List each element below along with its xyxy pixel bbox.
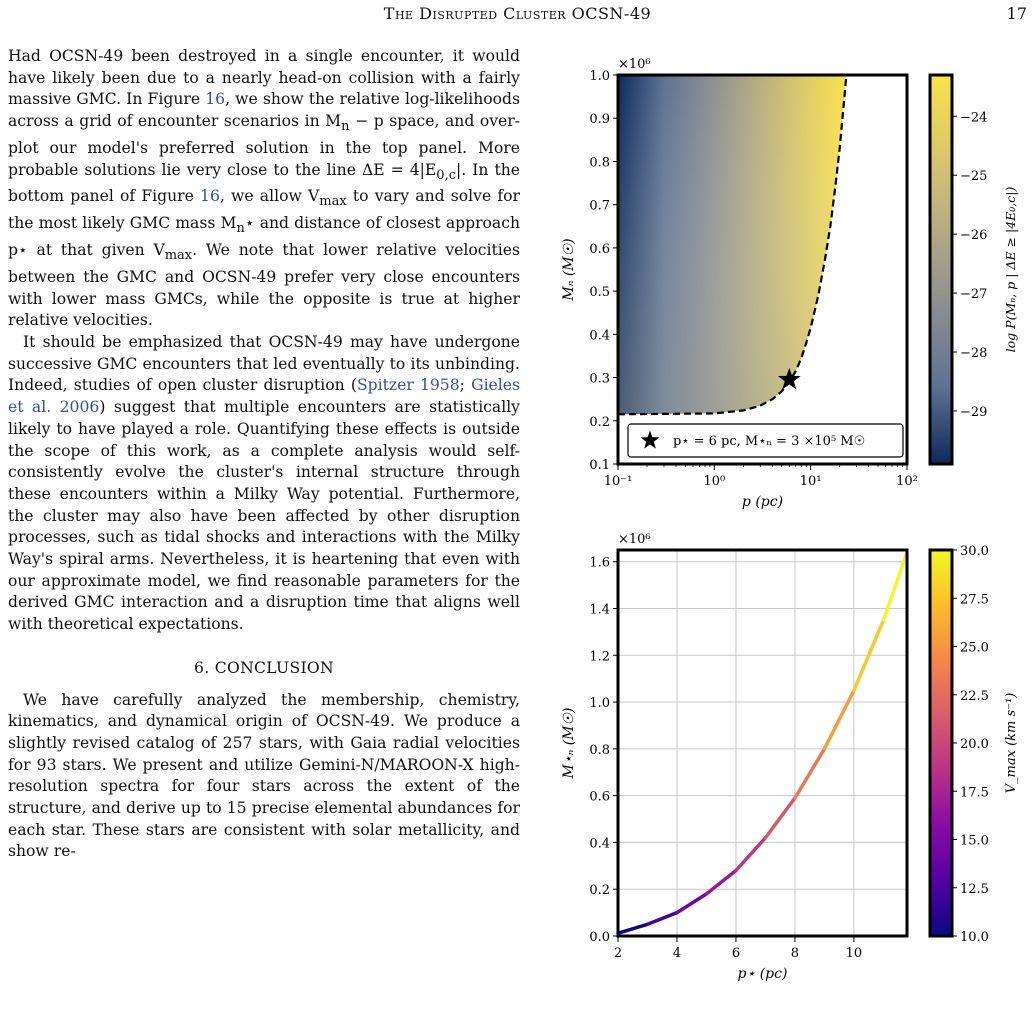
top-ytick-label: 0.4 [589, 328, 610, 344]
top-xtick-label: 10⁻¹ [603, 474, 633, 489]
series-line-segment [618, 924, 647, 933]
series-line-segment [647, 913, 676, 925]
top-colorbar-tick-label: −24 [960, 110, 988, 126]
bottom-colorbar-tick-label: 27.5 [960, 592, 989, 608]
series-line-segment [883, 552, 907, 620]
top-xtick-label: 10¹ [799, 474, 822, 489]
legend-label: p⋆ = 6 pc, M⋆ₙ = 3 ×10⁵ M☉ [673, 434, 866, 449]
top-ytick-label: 0.3 [589, 371, 610, 387]
top-colorbar-label: log P(Mₙ, p | ΔE ≥ |4E₀,c|) [1003, 186, 1018, 353]
bottom-xtick-label: 10 [845, 946, 863, 961]
top-ytick-label: 0.7 [589, 198, 610, 214]
top-ytick-label: 0.5 [589, 285, 610, 301]
running-title: The Disrupted Cluster OCSN-49 [383, 4, 652, 23]
top-y-axis-label: Mₙ (M☉) [561, 238, 577, 301]
bottom-ytick-label: 1.6 [589, 555, 610, 571]
bottom-ytick-label: 0.8 [589, 742, 610, 758]
top-xtick-label: 10² [896, 474, 918, 489]
bottom-xtick-label: 6 [731, 946, 741, 961]
series-line-segment [795, 749, 824, 798]
figure-link[interactable]: 16 [200, 187, 220, 206]
bottom-ytick-label: 0.6 [589, 789, 610, 805]
bottom-y-axis-label: M⋆ₙ (M☉) [561, 707, 577, 779]
section-heading: 6. CONCLUSION [194, 658, 334, 677]
bottom-xtick-label: 4 [672, 946, 682, 961]
top-colorbar-tick-label: −26 [960, 228, 988, 244]
bottom-x-axis-label: p⋆ (pc) [737, 966, 788, 982]
top-xtick-label: 10⁰ [703, 474, 726, 489]
bottom-xtick-label: 8 [790, 946, 800, 961]
bottom-ytick-label: 0.2 [589, 883, 610, 899]
series-line-segment [824, 690, 853, 748]
bottom-colorbar-tick-label: 17.5 [960, 785, 989, 801]
top-ytick-label: 1.0 [589, 69, 610, 84]
series-line-segment [706, 870, 735, 893]
bottom-y-multiplier: ×10⁶ [618, 532, 651, 547]
bottom-ytick-label: 0.4 [589, 836, 610, 852]
bottom-xtick-label: 2 [613, 946, 623, 961]
top-colorbar-tick-label: −29 [960, 404, 988, 420]
bottom-colorbar-tick-label: 10.0 [960, 930, 989, 945]
figure [545, 48, 1030, 1024]
top-colorbar-tick-label: −28 [960, 346, 988, 362]
top-colorbar-tick-label: −27 [960, 287, 988, 303]
figure-16 [545, 48, 1030, 1024]
bottom-ytick-label: 1.0 [589, 696, 610, 712]
top-ytick-label: 0.9 [589, 112, 610, 128]
bottom-colorbar-tick-label: 30.0 [960, 544, 989, 559]
bottom-colorbar-label: V_max (km s⁻¹) [1004, 692, 1019, 794]
citation-link[interactable]: Gieles et al. 2006 [8, 376, 520, 417]
bottom-colorbar [930, 550, 952, 936]
series-line-segment [765, 798, 794, 838]
paragraph-successive-encounters: It should be emphasized that OCSN-49 may have undergone successive GMC encounters that led eventually to its unbinding. Indeed, studies of open cluster disruption (Spitzer 1958; Gieles et al. 2006) suggest that multiple encounters are statistically likely to have played a role. Quantifying these effects is outside the scope of this work, as a complete analysis would self-consistently evolve the cluster's internal structure through these encounters within a Milky Way potential. Furthermore, the cluster may also have been affected by other disruption processes, such as tidal shocks and interactions with the Milky Way's spiral arms. Nevertheless, it is heartening that even with our approximate model, we find reasonable parameters for the derived GMC interaction and a disruption time that aligns well with theoretical expectations. [8, 332, 520, 634]
bottom-colorbar-tick-label: 25.0 [960, 640, 989, 656]
paragraph-gmc-encounter: Had OCSN-49 been destroyed in a single encounter, it would have likely been due to a nearly head-on collision with a fairly massive GMC. In Figure 16, we show the relative log-likelihoods across a grid of encounter scenarios in $M_n - p$ space, and over-plot our model's preferred solution in the top panel. More probable solutions lie very close to the line $\Delta E = 4|E_{0,c}|$. In the bottom panel of Figure 16, we allow $V_{max}$ to vary and solve for the most likely GMC mass $M_n⋆$ and distance of closest approach p⋆ at that given $V_{max}$. We note that lower relative velocities between the GMC and OCSN-49 prefer very close encounters with lower mass GMCs, while the opposite is true at higher relative velocities. [8, 47, 521, 330]
top-ytick-label: 0.8 [589, 155, 610, 171]
bottom-plot-frame [618, 550, 907, 936]
bottom-colorbar-tick-label: 15.0 [960, 833, 989, 849]
running-head [0, 4, 1035, 28]
likelihood-region-shade [618, 75, 846, 414]
top-colorbar [930, 75, 952, 464]
top-y-multiplier: ×10⁶ [618, 57, 651, 72]
top-ytick-label: 0.1 [589, 458, 610, 473]
top-ytick-label: 0.2 [589, 414, 610, 430]
bottom-colorbar-tick-label: 12.5 [960, 881, 989, 897]
bottom-colorbar-tick-label: 22.5 [960, 688, 989, 704]
page-number: 17 [1006, 4, 1027, 23]
text-column [8, 46, 520, 863]
top-x-axis-label: p (pc) [741, 494, 784, 510]
bottom-ytick-label: 0.0 [589, 930, 610, 945]
citation-link[interactable]: Spitzer 1958 [356, 376, 460, 395]
bottom-colorbar-tick-label: 20.0 [960, 737, 989, 752]
series-line-segment [677, 894, 706, 913]
figure-link[interactable]: 16 [205, 90, 226, 109]
top-colorbar-tick-label: −25 [960, 169, 988, 185]
top-ytick-label: 0.6 [589, 241, 610, 257]
bottom-ytick-label: 1.2 [589, 649, 610, 665]
paragraph-conclusion: We have carefully analyzed the membership, chemistry, kinematics, and dynamical origin of OCSN-49. We produce a slightly revised catalog of 257 stars, with Gaia radial velocities for 93 stars. We present and utilize Gemini-N/MAROON-X high-resolution spectra for four stars across the extent of the structure, and derive up to 15 precise elemental abundances for each star. These stars are consistent with solar metallicity, and show re- [8, 690, 520, 861]
bottom-ytick-label: 1.4 [589, 602, 610, 618]
